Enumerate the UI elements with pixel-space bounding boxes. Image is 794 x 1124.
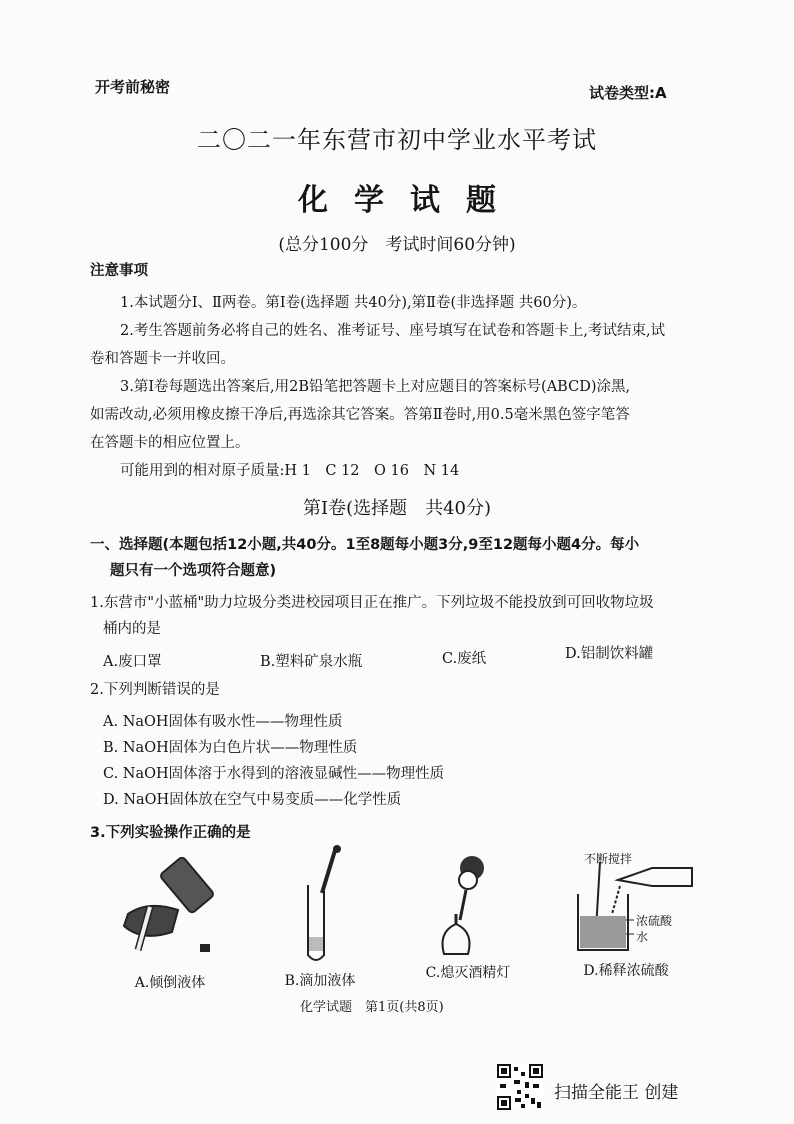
q2-option-a: A. NaOH固体有吸水性——物理性质 — [103, 714, 343, 730]
question-1-stem: 1.东营市"小蓝桶"助力垃圾分类进校园项目正在推广。下列垃圾不能投放到可回收物垃圾 — [90, 595, 654, 611]
note-line-3: 3.第Ⅰ卷每题选出答案后,用2B铅笔把答题卡上对应题目的答案标号(ABCD)涂黑, — [120, 379, 631, 395]
note-line-2b: 卷和答题卡一并收回。 — [90, 351, 235, 367]
question-1-stem-2: 桶内的是 — [103, 621, 161, 637]
question-2-stem: 2.下列判断错误的是 — [90, 682, 220, 698]
figure-d-caption: D.稀释浓硫酸 — [583, 963, 669, 979]
q1-option-a: A.废口罩 — [103, 654, 162, 670]
exam-meta: (总分100分 考试时间60分钟) — [278, 235, 516, 255]
q2-option-b: B. NaOH固体为白色片状——物理性质 — [103, 740, 358, 756]
note-line-1: 1.本试题分Ⅰ、Ⅱ两卷。第Ⅰ卷(选择题 共40分),第Ⅱ卷(非选择题 共60分)。 — [120, 295, 587, 311]
section-instruction-1: 一、选择题(本题包括12小题,共40分。1至8题每小题3分,9至12题每小题4分。每小 — [90, 537, 640, 553]
page-footer: 化学试题 第1页(共8页) — [300, 1000, 444, 1015]
figure-d-label-acid: 浓硫酸 — [636, 914, 673, 928]
paper-type-label: 试卷类型:A — [589, 84, 667, 102]
scanner-watermark: 扫描全能王 创建 — [554, 1083, 679, 1103]
figure-d-label-stir: 不断搅拌 — [584, 852, 633, 866]
q2-option-d: D. NaOH固体放在空气中易变质——化学性质 — [103, 792, 402, 808]
exam-title: 二〇二一年东营市初中学业水平考试 — [197, 126, 597, 154]
note-line-3c: 在答题卡的相应位置上。 — [90, 435, 250, 451]
q2-option-c: C. NaOH固体溶于水得到的溶液显碱性——物理性质 — [103, 766, 445, 782]
q1-option-c: C.废纸 — [442, 651, 487, 667]
figure-c-caption: C.熄灭酒精灯 — [425, 965, 511, 981]
qr-code-icon — [497, 1064, 543, 1110]
figure-d-label-water: 水 — [636, 930, 649, 944]
figure-b-caption: B.滴加液体 — [284, 973, 356, 989]
confidential-label: 开考前秘密 — [95, 78, 171, 96]
atomic-mass-line: 可能用到的相对原子质量:H 1 C 12 O 16 N 14 — [120, 463, 460, 479]
section-title: 第Ⅰ卷(选择题 共40分) — [302, 498, 492, 519]
figure-a-pouring — [110, 852, 230, 962]
q1-option-d: D.铝制饮料罐 — [565, 646, 654, 662]
figure-b-dropper — [290, 845, 360, 965]
question-3-stem: 3.下列实验操作正确的是 — [90, 825, 251, 841]
subject-title: 化学试题 — [298, 183, 522, 218]
figure-c-blowing — [430, 850, 500, 960]
q1-option-b: B.塑料矿泉水瓶 — [260, 654, 363, 670]
note-line-3b: 如需改动,必须用橡皮擦干净后,再选涂其它答案。答第Ⅱ卷时,用0.5毫米黑色签字笔答 — [90, 407, 630, 423]
figure-a-caption: A.倾倒液体 — [134, 975, 206, 991]
section-instruction-2: 题只有一个选项符合题意) — [110, 563, 277, 579]
notes-heading: 注意事项 — [90, 263, 148, 279]
note-line-2: 2.考生答题前务必将自己的姓名、准考证号、座号填写在试卷和答题卡上,考试结束,试 — [120, 323, 666, 339]
